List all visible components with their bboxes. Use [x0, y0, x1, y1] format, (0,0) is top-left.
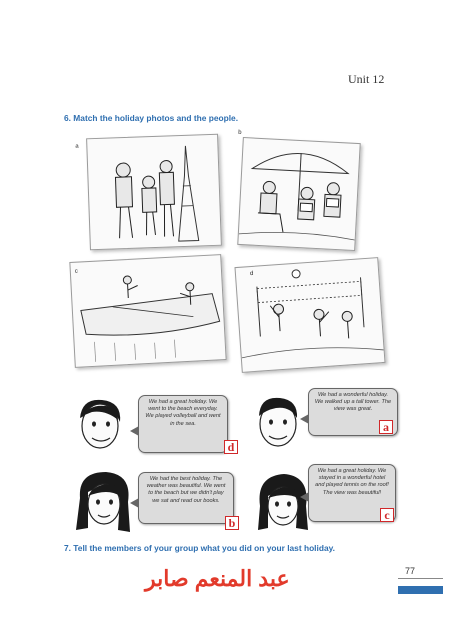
speech-bubble-2-tail	[300, 414, 309, 424]
photo-a	[75, 134, 222, 251]
answer-badge-2: a	[379, 420, 393, 434]
speech-bubble-1	[138, 395, 228, 453]
speech-text-4: We had a great holiday. We stayed in a wonderful hotel and played tennis on the roof! The view was beautiful!	[315, 468, 389, 496]
photo-b	[237, 129, 360, 251]
answer-badge-1: d	[224, 440, 238, 454]
speech-text-2: We had a wonderful holiday. We walked up a tall tower. The view was great.	[314, 392, 392, 413]
photo-d-label: d	[249, 270, 254, 278]
speech-bubble-4-tail	[300, 492, 309, 502]
photo-c	[69, 254, 226, 368]
boy-right-face-icon	[250, 392, 306, 452]
photo-b-label: b	[237, 129, 242, 136]
page-number-rule	[398, 578, 443, 579]
author-watermark: عبد المنعم صابر	[145, 566, 290, 591]
photo-a-label: a	[75, 143, 79, 150]
beach-reading-illustration	[238, 138, 359, 250]
boy-left-face-icon	[70, 396, 128, 454]
girl-right-face-icon	[254, 470, 312, 534]
answer-badge-3: b	[225, 516, 239, 530]
rooftop-tennis-illustration	[70, 255, 225, 367]
unit-title: Unit 12	[348, 72, 385, 86]
speech-bubble-3	[138, 472, 234, 524]
woman-left-face-icon	[72, 468, 136, 536]
photo-c-label: c	[74, 268, 78, 275]
page-number: 77	[405, 566, 416, 576]
speech-text-1: We had a great holiday. We went to the beach everyday. We played volleyball and went in the sea.	[145, 399, 221, 427]
answer-badge-4: c	[380, 508, 394, 522]
beach-volleyball-illustration	[236, 258, 385, 372]
exercise-6-heading: 6. Match the holiday photos and the people.	[64, 113, 239, 123]
family-eiffel-tower-illustration	[87, 135, 221, 249]
exercise-7-heading: 7. Tell the members of your group what you did on your last holiday.	[64, 543, 335, 553]
speech-bubble-3-tail	[130, 498, 139, 508]
speech-text-3: We had the best holiday. The weather was beautiful. We went to the beach but we didn't play we sat and read our books.	[146, 476, 226, 504]
page-number-bar	[398, 586, 443, 594]
photo-d	[234, 257, 385, 373]
speech-bubble-1-tail	[130, 426, 139, 436]
